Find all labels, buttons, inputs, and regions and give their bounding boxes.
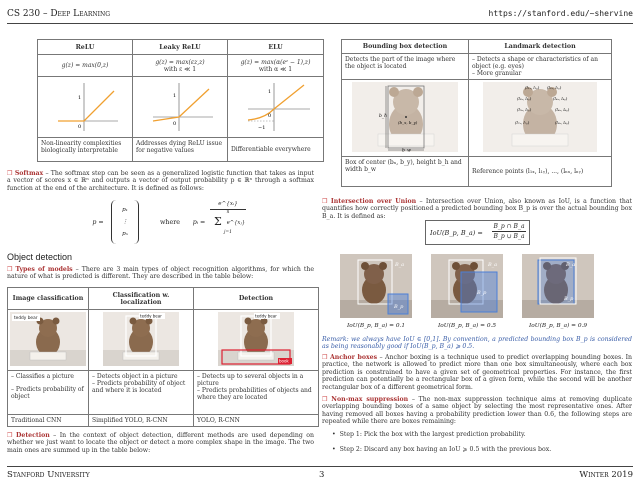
bbox-landmark-table: [341, 39, 612, 187]
bullet-square-icon: ❐: [322, 354, 328, 361]
detection-image-cell: [194, 310, 319, 371]
page-header: [7, 9, 633, 22]
softmax-pi-lhs: pᵢ =: [192, 219, 206, 226]
landmark-image-cell: [469, 80, 612, 157]
iou-formula-lhs: IoU(B_p, B_a) =: [430, 229, 483, 237]
landmark-point-4: (l₄ₓ, l₄ᵧ): [553, 96, 568, 101]
bullet-square-icon: ❐: [322, 198, 328, 205]
anchor-boxes-text: – Anchor boxing is a technique used to predict overlapping bounding boxes. In practice, the network is allowed to predict more than one box simultaneously, where each box prediction is constrained to have a given set of geometrical properties. For instance, the first prediction can potentially be a rectangular box of a given form, while the second will be another rectangular box of a different geometrical form.: [322, 354, 633, 391]
landmark-point-6: (l₆ₓ, l₆ᵧ): [555, 107, 570, 112]
activation-table: [37, 39, 324, 162]
iou-caption-low: IoU(B_p, B_a) = 0.1: [346, 323, 406, 329]
classification-desc-1: – Classifies a picture: [11, 373, 74, 380]
teddy-bear-label: teddy bear: [255, 313, 277, 319]
nms-step-2: [332, 446, 632, 453]
leaky-relu-graph: [133, 77, 227, 135]
classification-localization-header: Classification w. localization: [89, 288, 194, 310]
leaky-relu-graph-cell: [133, 77, 228, 138]
iou-fraction: [492, 223, 526, 240]
leaky-relu-formula: g(z) = max(εz,z): [155, 58, 205, 66]
bbox-desc-cell: Detects the part of the image where the object is located: [342, 54, 469, 80]
teddy-bear-label: teddy bear: [140, 313, 162, 319]
detection-paragraph: [7, 432, 314, 454]
localization-desc-1: – Detects object in a picture: [92, 373, 178, 380]
bear-classification-image: [10, 312, 86, 366]
book-label: book: [279, 358, 289, 364]
p-vector-last: pₙ: [122, 231, 128, 237]
types-of-models-title: Types of models: [15, 266, 73, 273]
iou-caption-mid: IoU(B_p, B_a) = 0.5: [437, 323, 497, 329]
elu-note: with α ≪ 1: [258, 65, 293, 73]
elu-formula-cell: [228, 55, 324, 77]
detection-description: [194, 371, 319, 415]
elu-header: ELU: [228, 40, 324, 55]
nms-title: Non-max suppression: [331, 396, 409, 403]
bbox-detection-header: Bounding box detection: [342, 40, 469, 54]
landmark-point-8: (l₈ₓ, l₈ᵧ): [555, 120, 570, 125]
softmax-p-lhs: p =: [92, 219, 104, 226]
bullet-square-icon: ❐: [322, 396, 328, 403]
leaky-relu-note: with ε ≪ 1: [163, 65, 197, 73]
anchor-boxes-paragraph: [322, 354, 632, 391]
p-vector-first: p₁: [122, 207, 128, 213]
localization-description: [89, 371, 194, 415]
bbox-height-label: b_h: [379, 114, 388, 119]
landmark-point-1: (l₁ₓ, l₁ᵧ): [525, 85, 540, 90]
iou-paragraph: [322, 198, 632, 220]
softmax-sum-bottom: j=1: [223, 230, 233, 235]
landmark-point-2: (l₂ₓ, l₂ᵧ): [547, 85, 562, 90]
types-of-models-paragraph: [7, 266, 314, 281]
bear-detection-image: [218, 312, 294, 366]
softmax-text: – The softmax step can be seen as a generalized logistic function that takes as input a vector of scores x ∈ ℝⁿ and outputs a vector of output probability p ∈ ℝⁿ through a softmax function at the end of the architecture. It is defined as follows:: [7, 170, 314, 192]
elu-one-label: 1: [268, 89, 272, 95]
iou-example-high: [522, 254, 594, 318]
landmark-point-5: (l₅ₓ, l₅ᵧ): [517, 107, 532, 112]
softmax-fraction: [208, 199, 248, 251]
bullet-square-icon: ❐: [7, 170, 13, 177]
detection-desc-2: – Predicts probabilities of objects and where they are located: [197, 387, 312, 401]
bbox-width-label: b_w: [402, 148, 411, 152]
bear-localization-image: [103, 312, 179, 366]
university-name: Stanford University: [7, 470, 90, 480]
page-number: 3: [319, 470, 325, 480]
course-title: CS 230 – Deep Learning: [7, 9, 111, 19]
iou-formula-box: [425, 220, 530, 245]
leaky-one-label: 1: [173, 93, 177, 99]
bbox-image-cell: [342, 80, 469, 157]
method-classification: Traditional CNN: [8, 415, 89, 427]
iou-text: – Intersection over Union, also known as IoU, is a function that quantifies how correctly positioned a predicted bounding box B_p is over the actual bounding box B_a. It is defined as:: [322, 198, 632, 220]
classification-image-cell: [8, 310, 89, 371]
teddy-bear-label: teddy bear: [14, 316, 38, 321]
box-a-label: B_a: [488, 262, 498, 268]
landmark-bear-image: [483, 82, 597, 152]
elu-zero-label: 0: [268, 113, 272, 119]
relu-header: ReLU: [38, 40, 133, 55]
elu-graph: [228, 77, 323, 135]
relu-zero-label: 0: [78, 124, 82, 130]
method-localization: Simplified YOLO, R-CNN: [89, 415, 194, 427]
model-types-table: [7, 287, 319, 427]
leaky-relu-note-cell: Addresses dying ReLU issue for negative values: [133, 138, 228, 162]
bullet-dot-icon: •: [332, 431, 336, 438]
elu-note-cell: Differentiable everywhere: [228, 138, 324, 162]
image-classification-header: Image classification: [8, 288, 89, 310]
nms-step-1-text: Step 1: Pick the box with the largest prediction probability.: [339, 431, 526, 438]
landmark-desc-cell: [469, 54, 612, 80]
detection-desc-1: – Detects up to several objects in a picture: [197, 373, 304, 387]
relu-graph-cell: [38, 77, 133, 138]
classification-description: [8, 371, 89, 415]
bullet-square-icon: ❐: [7, 432, 13, 439]
iou-example-low: [340, 254, 412, 318]
landmark-point-7: (l₇ₓ, l₇ᵧ): [515, 120, 530, 125]
elu-minus-one-label: −1: [258, 125, 266, 131]
softmax-sum-sigma: Σ: [214, 215, 222, 228]
iou-numerator: B_p ∩ B_a: [493, 223, 525, 230]
elu-formula: g(z) = max(α(eᶻ − 1),z): [240, 58, 311, 66]
leaky-relu-header: Leaky ReLU: [133, 40, 228, 55]
types-of-models-text: – There are 3 main types of object recognition algorithms, for which the nature of what is predicted is different. They are described in the table below:: [7, 266, 314, 281]
landmark-foot-cell: Reference points (l₁ₓ, l₁ᵧ), ..., (lₙₓ, lₙᵧ): [469, 157, 612, 187]
box-a-label: B_a: [395, 262, 405, 268]
relu-formula-cell: [38, 55, 133, 77]
softmax-p-vector: [111, 200, 139, 244]
localization-image-cell: [89, 310, 194, 371]
page-footer: [7, 470, 633, 482]
box-a-label: B_a: [566, 262, 576, 268]
softmax-denominator-term: e^{xⱼ}: [226, 220, 246, 226]
localization-desc-2: – Predicts probability of object and where it is located: [92, 380, 186, 394]
softmax-numerator: e^{xᵢ}: [218, 201, 238, 207]
leaky-zero-label: 0: [173, 121, 177, 127]
detection-title: Detection: [16, 432, 50, 439]
softmax-title: Softmax: [14, 170, 44, 177]
iou-example-mid: [431, 254, 503, 318]
object-detection-heading: Object detection: [7, 252, 73, 262]
bbox-foot-cell: Box of center (bₓ, b_y), height b_h and width b_w: [342, 157, 469, 187]
relu-formula: g(z) = max(0,z): [61, 62, 109, 69]
relu-graph: [38, 77, 132, 135]
nms-step-1: [332, 431, 632, 438]
bullet-dot-icon: •: [332, 446, 336, 453]
bullet-square-icon: ❐: [7, 266, 13, 273]
iou-remark: Remark: we always have IoU ∈ [0,1]. By convention, a predicted bounding box B_p is considered as being reasonably good if IoU(B_p, B_a) ⩾ 0.5.: [322, 336, 632, 351]
detection-header: Detection: [194, 288, 319, 310]
landmark-desc-2: – More granular: [472, 70, 522, 77]
footer-rule: [7, 466, 633, 467]
elu-graph-cell: [228, 77, 324, 138]
nms-step-2-text: Step 2: Discard any box having an IoU ⩾ 0.5 with the previous box.: [339, 446, 552, 453]
course-url[interactable]: https://stanford.edu/~shervine: [488, 9, 633, 18]
p-vector-dots: ⋮: [122, 219, 128, 225]
iou-title: Intersection over Union: [330, 198, 417, 205]
softmax-paragraph: [7, 170, 314, 192]
bbox-bear-image: [352, 82, 458, 152]
header-rule: [7, 23, 633, 24]
bbox-center-label: (b_x, b_y): [398, 120, 418, 125]
detection-text: – In the context of object detection, different methods are used depending on whether we just want to locate the object or detect a more complex shape in the image. The two main ones are summed up in the table below:: [7, 432, 314, 454]
landmark-detection-header: Landmark detection: [469, 40, 612, 54]
term-label: Winter 2019: [579, 470, 633, 480]
landmark-desc-1: – Detects a shape or characteristics of an object (e.g. eyes): [472, 56, 598, 70]
box-p-label: B_p: [564, 296, 574, 302]
softmax-where: where: [160, 219, 180, 226]
classification-desc-2: – Predicts probability of object: [11, 386, 84, 400]
iou-caption-high: IoU(B_p, B_a) = 0.9: [528, 323, 588, 329]
relu-one-label: 1: [78, 95, 82, 101]
landmark-point-3: (l₃ₓ, l₃ᵧ): [517, 96, 532, 101]
box-p-label: B_p: [477, 290, 487, 296]
iou-denominator: B_p ∪ B_a: [493, 233, 525, 240]
box-p-label: B_p: [394, 304, 404, 310]
nms-text: – The non-max suppression technique aims at removing duplicate overlapping bounding boxes of a same object by selecting the most representative ones. After having removed all boxes having a probability prediction lower than 0.6, the following steps are repeated while there are boxes remaining:: [322, 396, 632, 426]
softmax-sum-top: n: [226, 210, 230, 215]
nms-paragraph: [322, 396, 632, 426]
anchor-boxes-title: Anchor boxes: [329, 354, 378, 361]
relu-note-cell: Non-linearity complexities biologically interpretable: [38, 138, 133, 162]
leaky-relu-formula-cell: [133, 55, 228, 77]
method-detection: YOLO, R-CNN: [194, 415, 319, 427]
